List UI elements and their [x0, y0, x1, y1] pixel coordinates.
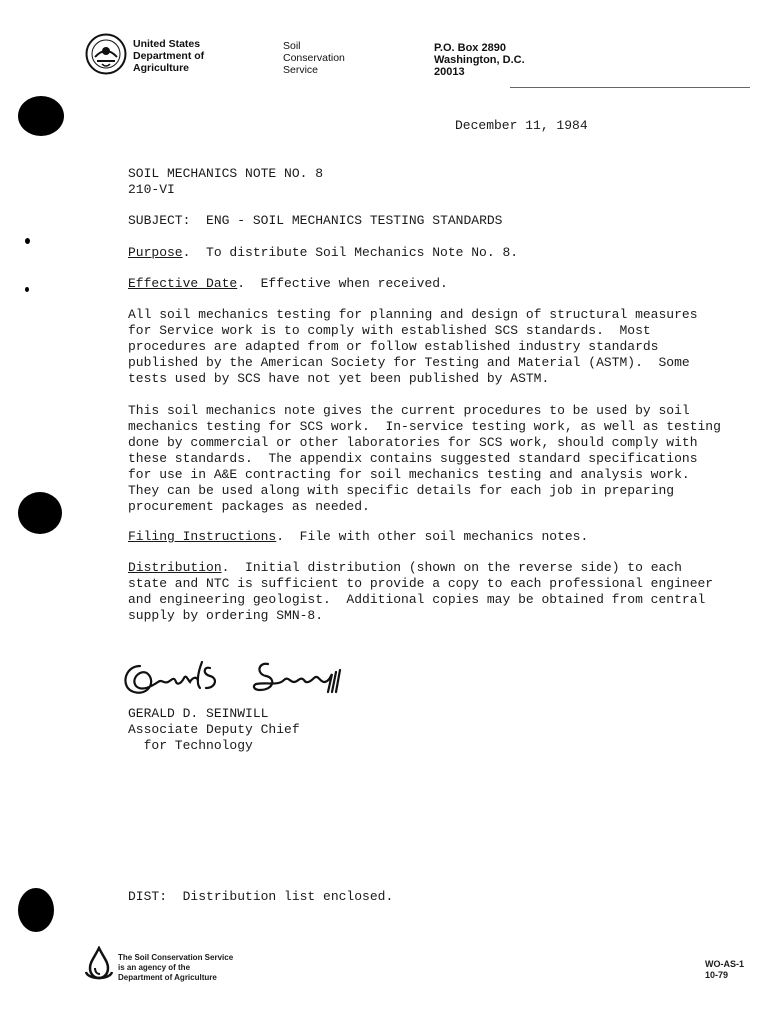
paragraph-line: procedures are adapted from or follow established industry standards — [128, 339, 659, 354]
note-code: 210-VI — [128, 182, 175, 197]
signer-block — [128, 706, 300, 754]
paragraph-testing-standards — [128, 307, 698, 387]
address-line: Washington, D.C. — [434, 54, 525, 66]
filing-instructions-label: Filing Instructions — [128, 529, 277, 544]
distribution-label: Distribution — [128, 560, 222, 575]
paragraph-line: these standards. The appendix contains suggested standard specifications — [128, 451, 698, 466]
paragraph-line: for use in A&E contracting for soil mechanics testing and analysis work. — [128, 467, 690, 482]
purpose-label: Purpose — [128, 245, 183, 260]
paragraph-line: procurement packages as needed. — [128, 499, 370, 514]
form-code: WO-AS-1 — [705, 959, 744, 969]
subject-label: SUBJECT: — [128, 213, 191, 228]
effective-date-label: Effective Date — [128, 276, 238, 291]
filing-instructions-line — [128, 529, 588, 545]
paragraph-line: tests used by SCS have not yet been published by ASTM. — [128, 371, 550, 386]
address-line: 20013 — [434, 66, 465, 78]
speck — [25, 287, 29, 292]
agency-line: Department of — [133, 50, 205, 62]
paragraph-line: . Initial distribution (shown on the reverse side) to each — [221, 560, 682, 575]
effective-date-line — [128, 276, 448, 292]
distribution-paragraph — [128, 560, 713, 624]
usda-seal-logo — [85, 33, 127, 75]
speck — [25, 238, 30, 244]
letter-date: December 11, 1984 — [455, 118, 588, 133]
footer-line: The Soil Conservation Service — [118, 953, 234, 962]
agency-name — [133, 38, 204, 74]
handwritten-signature — [118, 652, 358, 702]
agency-line: Agriculture — [133, 62, 190, 74]
form-date: 10-79 — [705, 970, 729, 980]
footer-line: is an agency of the — [118, 963, 191, 972]
paragraph-note-scope — [128, 403, 721, 515]
note-title: SOIL MECHANICS NOTE NO. 8 — [128, 166, 324, 181]
paragraph-line: published by the American Society for Testing and Material (ASTM). Some — [128, 355, 690, 370]
paragraph-line: and engineering geologist. Additional copies may be obtained from central — [128, 592, 706, 607]
signer-name: GERALD D. SEINWILL — [128, 706, 269, 721]
filing-instructions-text: . File with other soil mechanics notes. — [276, 529, 589, 544]
note-header — [128, 166, 323, 198]
service-name — [283, 40, 345, 76]
footer-line: Department of Agriculture — [118, 973, 217, 982]
paragraph-line: All soil mechanics testing for planning and design of structural measures — [128, 307, 698, 322]
paragraph-line: state and NTC is sufficient to provide a copy to each professional engineer — [128, 576, 714, 591]
address-block — [434, 42, 525, 78]
subject-text: ENG - SOIL MECHANICS TESTING STANDARDS — [206, 213, 503, 228]
punch-hole-top — [18, 96, 64, 136]
paragraph-line: supply by ordering SMN-8. — [128, 608, 324, 623]
form-number — [705, 959, 744, 981]
agency-line: United States — [133, 38, 201, 50]
effective-date-text: . Effective when received. — [237, 276, 448, 291]
paragraph-line: done by commercial or other laboratories for SCS work, should comply with — [128, 435, 698, 450]
purpose-line — [128, 245, 518, 261]
distribution-list-note: DIST: Distribution list enclosed. — [128, 889, 394, 904]
service-line: Conservation — [283, 52, 345, 64]
punch-hole-middle — [18, 492, 62, 534]
service-line: Service — [283, 64, 319, 76]
footer-statement — [118, 953, 233, 983]
subject-line — [128, 213, 502, 229]
paragraph-line: mechanics testing for SCS work. In-service testing work, as well as testing — [128, 419, 721, 434]
purpose-text: . To distribute Soil Mechanics Note No. 8. — [182, 245, 519, 260]
scs-drop-logo — [84, 946, 114, 982]
signer-title: Associate Deputy Chief — [128, 722, 300, 737]
service-line: Soil — [283, 40, 301, 52]
paragraph-line: They can be used along with specific details for each job in preparing — [128, 483, 675, 498]
letterhead-rule — [510, 87, 750, 88]
paragraph-line: This soil mechanics note gives the current procedures to be used by soil — [128, 403, 690, 418]
paragraph-line: for Service work is to comply with established SCS standards. Most — [128, 323, 651, 338]
punch-hole-bottom — [18, 888, 54, 932]
address-line: P.O. Box 2890 — [434, 42, 506, 54]
signer-title: for Technology — [128, 738, 253, 753]
